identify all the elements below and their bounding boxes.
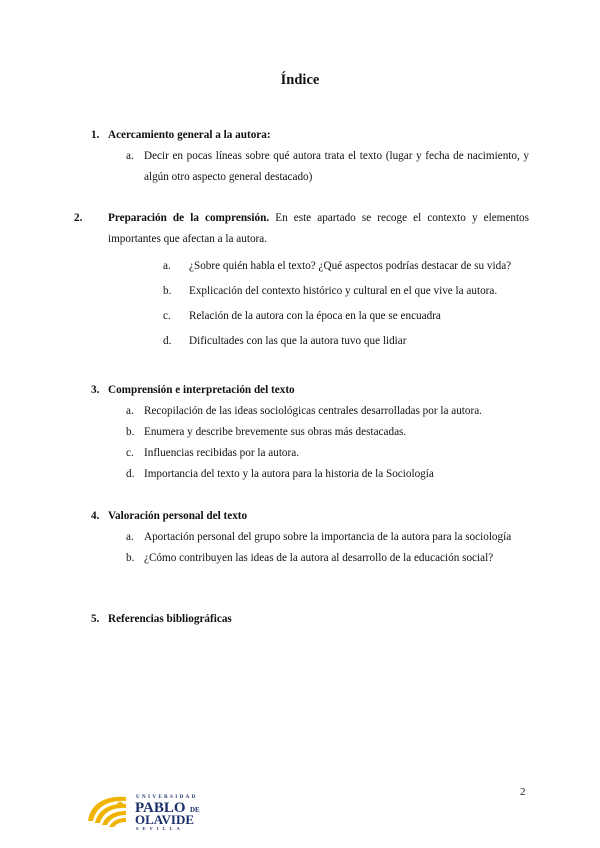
section-title: Preparación de la comprensión.	[108, 212, 270, 224]
list-item	[91, 256, 529, 277]
logo-emblem	[88, 797, 126, 827]
item-letter: a.	[163, 260, 171, 272]
list-item	[91, 331, 529, 352]
list-item	[91, 146, 529, 188]
item-letter: c.	[126, 447, 134, 459]
list-item	[91, 422, 529, 443]
item-text: Decir en pocas líneas sobre qué autora trata el texto (lugar y fecha de nacimiento, y algún otro aspecto general destacado)	[144, 150, 529, 183]
item-text: Aportación personal del grupo sobre la importancia de la autora para la sociología	[144, 531, 512, 543]
list-item	[91, 306, 529, 327]
logo-line-1: UNIVERSIDAD	[136, 795, 198, 800]
list-item	[91, 401, 529, 422]
section-heading	[91, 608, 529, 630]
section-title: Referencias bibliográficas	[108, 613, 232, 625]
item-letter: c.	[163, 310, 171, 322]
section-title: Acercamiento general a la autora:	[108, 129, 271, 141]
section-number: 4.	[91, 510, 100, 522]
item-text: ¿Cómo contribuyen las ideas de la autora al desarrollo de la educación social?	[144, 552, 494, 564]
logo-line-5: SEVILLA	[136, 826, 184, 831]
logo-line-2: PABLO	[135, 800, 186, 816]
section-heading	[91, 505, 529, 527]
section-number: 1.	[91, 129, 100, 141]
logo-line-3: DE	[190, 806, 200, 814]
list-item	[91, 464, 529, 485]
section-title: Comprensión e interpretación del texto	[108, 384, 295, 396]
section-4	[91, 505, 529, 569]
item-text: Influencias recibidas por la autora.	[144, 447, 300, 459]
university-logo	[86, 791, 214, 831]
item-letter: a.	[126, 531, 134, 543]
item-text: Recopilación de las ideas sociológicas centrales desarrolladas por la autora.	[144, 405, 482, 417]
section-2	[74, 208, 530, 352]
section-3	[91, 379, 529, 485]
section-5	[91, 608, 529, 630]
section-number: 3.	[91, 384, 100, 396]
item-letter: b.	[126, 552, 135, 564]
list-item	[91, 443, 529, 464]
item-letter: a.	[126, 150, 134, 162]
item-text: Enumera y describe brevemente sus obras más destacadas.	[144, 426, 407, 438]
page-title: Índice	[280, 72, 320, 88]
list-item	[91, 548, 529, 569]
item-letter: d.	[126, 468, 135, 480]
section-1	[91, 124, 529, 188]
item-text: Importancia del texto y la autora para la historia de la Sociología	[144, 468, 434, 480]
section-intro: En este apartado se recoge el contexto y elementos importantes que afectan a la autora.	[108, 212, 530, 245]
section-number: 2.	[74, 212, 83, 224]
item-text: ¿Sobre quién habla el texto? ¿Qué aspectos podrías destacar de su vida?	[189, 260, 512, 272]
list-item	[91, 281, 529, 302]
page-number: 2	[520, 786, 526, 798]
section-title: Valoración personal del texto	[108, 510, 248, 522]
logo-line-4: OLAVIDE	[135, 812, 195, 827]
section-number: 5.	[91, 613, 100, 625]
logo-wordmark	[135, 795, 200, 831]
item-text: Relación de la autora con la época en la que se encuadra	[189, 310, 441, 322]
section-heading	[74, 208, 530, 250]
section-heading	[91, 379, 529, 401]
item-letter: a.	[126, 405, 134, 417]
list-item	[91, 527, 529, 548]
section-heading	[91, 124, 529, 146]
item-letter: d.	[163, 335, 172, 347]
item-letter: b.	[126, 426, 135, 438]
item-text: Dificultades con las que la autora tuvo que lidiar	[189, 335, 407, 347]
item-letter: b.	[163, 285, 172, 297]
item-text: Explicación del contexto histórico y cultural en el que vive la autora.	[189, 285, 498, 297]
